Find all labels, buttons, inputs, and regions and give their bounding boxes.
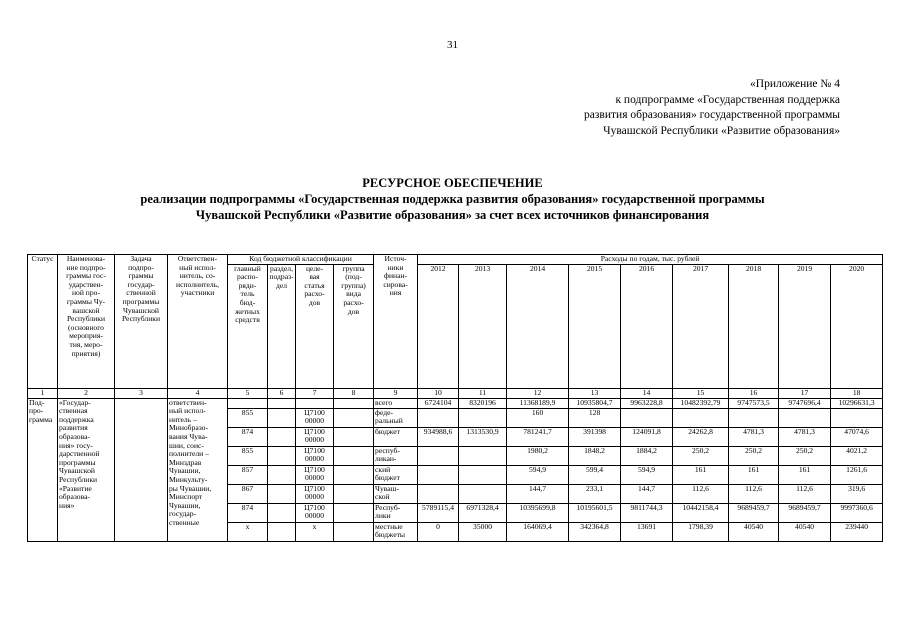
column-number: 12 <box>507 388 569 398</box>
cell-amount <box>729 408 779 427</box>
cell-grbs: 874 <box>228 503 268 522</box>
cell-section <box>268 465 296 484</box>
cell-target: x <box>296 522 334 541</box>
column-number: 8 <box>334 388 374 398</box>
cell-amount <box>418 446 459 465</box>
cell-amount: 1798,39 <box>673 522 729 541</box>
column-number: 6 <box>268 388 296 398</box>
header-year: 2018 <box>729 264 779 388</box>
cell-grbs: 857 <box>228 465 268 484</box>
cell-amount: 239440 <box>831 522 883 541</box>
cell-amount: 9811744,3 <box>621 503 673 522</box>
cell-group <box>334 446 374 465</box>
appendix-line: «Приложение № 4 <box>750 78 840 90</box>
cell-amount: 342364,8 <box>569 522 621 541</box>
column-number: 5 <box>228 388 268 398</box>
header-status: Статус <box>28 255 58 389</box>
header-year: 2014 <box>507 264 569 388</box>
cell-amount: 161 <box>673 465 729 484</box>
cell-amount: 599,4 <box>569 465 621 484</box>
cell-target: Ц7100 00000 <box>296 446 334 465</box>
cell-amount: 112,6 <box>673 484 729 503</box>
table-body <box>28 398 883 541</box>
cell-amount: 319,6 <box>831 484 883 503</box>
cell-grbs: 867 <box>228 484 268 503</box>
cell-amount: 9747573,5 <box>729 398 779 408</box>
cell-amount: 161 <box>729 465 779 484</box>
header-year: 2012 <box>418 264 459 388</box>
cell-task <box>115 398 168 541</box>
column-number: 7 <box>296 388 334 398</box>
cell-grbs: 855 <box>228 446 268 465</box>
cell-amount: 124091,8 <box>621 427 673 446</box>
cell-amount: 10395699,8 <box>507 503 569 522</box>
cell-target: Ц7100 00000 <box>296 484 334 503</box>
cell-amount <box>779 408 831 427</box>
cell-section <box>268 408 296 427</box>
cell-source: ский бюджет <box>374 465 418 484</box>
header-responsible: Ответствен- ный испол- нитель, со- исполнитель, участники <box>168 255 228 389</box>
cell-amount: 0 <box>418 522 459 541</box>
cell-amount: 10296631,3 <box>831 398 883 408</box>
cell-target: Ц7100 00000 <box>296 503 334 522</box>
cell-section <box>268 484 296 503</box>
cell-amount: 594,9 <box>621 465 673 484</box>
cell-amount: 594,9 <box>507 465 569 484</box>
column-number: 1 <box>28 388 58 398</box>
cell-amount: 112,6 <box>729 484 779 503</box>
cell-amount: 250,2 <box>779 446 831 465</box>
cell-target: Ц7100 00000 <box>296 465 334 484</box>
cell-amount <box>831 408 883 427</box>
cell-amount: 35000 <box>459 522 507 541</box>
cell-amount: 934988,6 <box>418 427 459 446</box>
cell-responsible: ответствен- ный испол- нитель – Минобразо- вания Чува- шии, соис- полнители – Минздрав Чувашии, Минкульту- ры Чувашии, Минспорт Чувашии, государ- ственные <box>168 398 228 541</box>
cell-program-name: «Государ- ственная поддержка развития образова- ния» госу- дарственной программы Чувашской Республики «Развитие образова- ния» <box>58 398 115 541</box>
cell-amount: 8320196 <box>459 398 507 408</box>
cell-amount: 10442158,4 <box>673 503 729 522</box>
cell-amount: 9997360,6 <box>831 503 883 522</box>
cell-amount: 128 <box>569 408 621 427</box>
cell-target: Ц7100 00000 <box>296 408 334 427</box>
title-line-2: реализации подпрограммы «Государственная поддержка развития образования» государственной программы <box>140 192 765 206</box>
cell-group <box>334 503 374 522</box>
cell-amount <box>459 408 507 427</box>
column-number: 4 <box>168 388 228 398</box>
cell-amount: 1980,2 <box>507 446 569 465</box>
cell-source: Чуваш- ской <box>374 484 418 503</box>
cell-amount: 9963228,8 <box>621 398 673 408</box>
header-year: 2015 <box>569 264 621 388</box>
cell-amount: 24262,8 <box>673 427 729 446</box>
cell-group <box>334 408 374 427</box>
cell-amount: 6724104 <box>418 398 459 408</box>
document-title <box>0 175 905 223</box>
column-number: 3 <box>115 388 168 398</box>
cell-section <box>268 446 296 465</box>
column-number: 9 <box>374 388 418 398</box>
cell-amount: 9689459,7 <box>729 503 779 522</box>
column-number: 15 <box>673 388 729 398</box>
header-year: 2017 <box>673 264 729 388</box>
header-year: 2013 <box>459 264 507 388</box>
cell-amount: 144,7 <box>507 484 569 503</box>
cell-amount: 391398 <box>569 427 621 446</box>
cell-amount <box>459 484 507 503</box>
cell-amount: 4781,3 <box>729 427 779 446</box>
cell-group <box>334 484 374 503</box>
cell-amount: 6971328,4 <box>459 503 507 522</box>
cell-section <box>268 398 296 408</box>
cell-source: бюджет <box>374 427 418 446</box>
cell-source: феде- ральный <box>374 408 418 427</box>
cell-section <box>268 427 296 446</box>
cell-amount: 13691 <box>621 522 673 541</box>
cell-amount: 160 <box>507 408 569 427</box>
cell-section <box>268 503 296 522</box>
column-number-row <box>28 388 883 398</box>
cell-amount <box>418 408 459 427</box>
header-year: 2020 <box>831 264 883 388</box>
table-row <box>28 398 883 408</box>
column-number: 11 <box>459 388 507 398</box>
page-number: 31 <box>447 39 458 51</box>
header-year: 2016 <box>621 264 673 388</box>
cell-amount: 9689459,7 <box>779 503 831 522</box>
cell-amount: 9747696,4 <box>779 398 831 408</box>
appendix-caption <box>500 77 840 139</box>
appendix-line: развития образования» государственной программы <box>584 109 840 121</box>
cell-status: Под- про- грамма <box>28 398 58 541</box>
cell-source: респуб- ликан- <box>374 446 418 465</box>
column-number: 16 <box>729 388 779 398</box>
column-number: 2 <box>58 388 115 398</box>
cell-amount <box>459 465 507 484</box>
cell-amount <box>673 408 729 427</box>
header-expenses: Расходы по годам, тыс. рублей <box>418 255 883 265</box>
resource-table <box>27 254 883 542</box>
cell-amount: 1884,2 <box>621 446 673 465</box>
cell-amount: 40540 <box>779 522 831 541</box>
column-number: 14 <box>621 388 673 398</box>
cell-amount: 161 <box>779 465 831 484</box>
cell-amount: 40540 <box>729 522 779 541</box>
cell-amount: 144,7 <box>621 484 673 503</box>
header-task: Задача подпро- граммы государ- ственной программы Чувашской Республики <box>115 255 168 389</box>
cell-amount: 10482392,79 <box>673 398 729 408</box>
cell-group <box>334 522 374 541</box>
column-number: 13 <box>569 388 621 398</box>
title-line-3: Чувашской Республики «Развитие образования» за счет всех источников финансирования <box>195 208 710 222</box>
header-grbs: главный распо- ряди- тель бюд- жетных средств <box>228 264 268 388</box>
header-group: группа (под- группа) вида расхо- дов <box>334 264 374 388</box>
cell-group <box>334 465 374 484</box>
header-source: Источ- ники финан- сирова- ния <box>374 255 418 389</box>
cell-source: местные бюджеты <box>374 522 418 541</box>
cell-grbs <box>228 398 268 408</box>
cell-target: Ц7100 00000 <box>296 427 334 446</box>
cell-amount: 1848,2 <box>569 446 621 465</box>
cell-amount: 11368189,9 <box>507 398 569 408</box>
cell-source: Респуб- лики <box>374 503 418 522</box>
column-number: 17 <box>779 388 831 398</box>
cell-amount: 10935804,7 <box>569 398 621 408</box>
cell-target <box>296 398 334 408</box>
cell-amount: 250,2 <box>729 446 779 465</box>
cell-amount: 112,6 <box>779 484 831 503</box>
header-target: целе- вая статья расхо- дов <box>296 264 334 388</box>
cell-amount: 4781,3 <box>779 427 831 446</box>
column-number: 18 <box>831 388 883 398</box>
cell-group <box>334 427 374 446</box>
cell-amount <box>418 484 459 503</box>
cell-source: всего <box>374 398 418 408</box>
appendix-line: Чувашской Республики «Развитие образования» <box>603 124 840 137</box>
cell-grbs: x <box>228 522 268 541</box>
cell-amount: 233,1 <box>569 484 621 503</box>
cell-amount: 250,2 <box>673 446 729 465</box>
cell-amount: 47074,6 <box>831 427 883 446</box>
cell-amount: 1261,6 <box>831 465 883 484</box>
column-number: 10 <box>418 388 459 398</box>
header-year: 2019 <box>779 264 831 388</box>
header-section: раздел, подраз- дел <box>268 264 296 388</box>
cell-grbs: 874 <box>228 427 268 446</box>
cell-amount <box>418 465 459 484</box>
cell-amount: 164069,4 <box>507 522 569 541</box>
cell-amount <box>621 408 673 427</box>
header-name: Наименова- ние подпро- граммы гос- ударствен- ной про- граммы Чу- вашской Республики (основного мероприя- тия, меро- приятия) <box>58 255 115 389</box>
title-line-1: РЕСУРСНОЕ ОБЕСПЕЧЕНИЕ <box>362 176 543 190</box>
cell-amount <box>459 446 507 465</box>
cell-group <box>334 398 374 408</box>
cell-amount: 781241,7 <box>507 427 569 446</box>
cell-amount: 5789115,4 <box>418 503 459 522</box>
appendix-line: к подпрограмме «Государственная поддержка <box>615 93 840 106</box>
cell-grbs: 855 <box>228 408 268 427</box>
header-kbk: Код бюджетной классификации <box>228 255 374 265</box>
cell-amount: 4021,2 <box>831 446 883 465</box>
cell-amount: 10195601,5 <box>569 503 621 522</box>
header-row-1 <box>28 255 883 265</box>
cell-section <box>268 522 296 541</box>
cell-amount: 1313530,9 <box>459 427 507 446</box>
